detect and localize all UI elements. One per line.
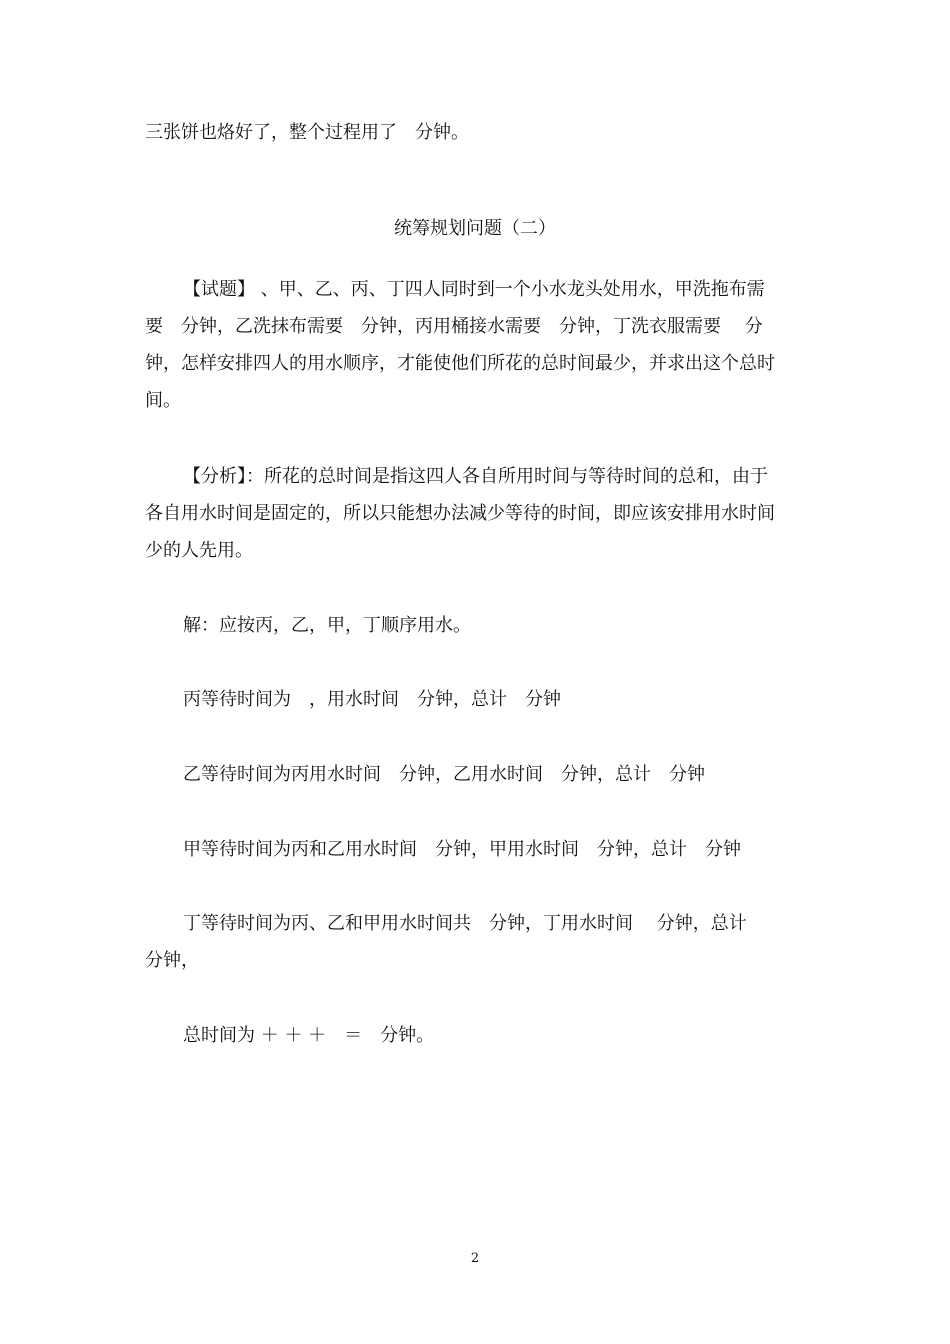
solution-intro: 解：应按丙，乙，甲，丁顺序用水。 xyxy=(183,615,471,636)
analysis-line-2: 各自用水时间是固定的，所以只能想办法减少等待的时间，即应该安排用水时间 xyxy=(145,503,775,524)
continuation-text: 三张饼也烙好了，整个过程用了 分钟。 xyxy=(145,122,469,143)
section-title: 统筹规划问题（二） xyxy=(394,218,556,239)
analysis-line-1: 【分析】：所花的总时间是指这四人各自所用时间与等待时间的总和，由于 xyxy=(183,466,768,487)
solution-ding-line-2: 分钟， xyxy=(145,950,199,971)
solution-total: 总时间为 ＋ ＋ ＋ ＝ 分钟。 xyxy=(183,1025,435,1046)
problem-line-3: 钟，怎样安排四人的用水顺序，才能使他们所花的总时间最少，并求出这个总时 xyxy=(145,353,775,374)
solution-ding-line-1: 丁等待时间为丙、乙和甲用水时间共 分钟，丁用水时间 分钟，总计 xyxy=(183,913,747,934)
solution-jia: 甲等待时间为丙和乙用水时间 分钟，甲用水时间 分钟，总计 分钟 xyxy=(183,839,741,860)
solution-bing: 丙等待时间为 ，用水时间 分钟，总计 分钟 xyxy=(183,689,561,710)
problem-line-2: 要 分钟，乙洗抹布需要 分钟，丙用桶接水需要 分钟，丁洗衣服需要 分 xyxy=(145,316,763,337)
page-number: 2 xyxy=(470,1251,480,1266)
analysis-line-3: 少的人先用。 xyxy=(145,540,253,561)
solution-yi: 乙等待时间为丙用水时间 分钟，乙用水时间 分钟，总计 分钟 xyxy=(183,764,705,785)
problem-line-1: 【试题】 、甲、乙、丙、丁四人同时到一个小水龙头处用水，甲洗拖布需 xyxy=(183,279,765,300)
problem-line-4: 间。 xyxy=(145,390,181,411)
